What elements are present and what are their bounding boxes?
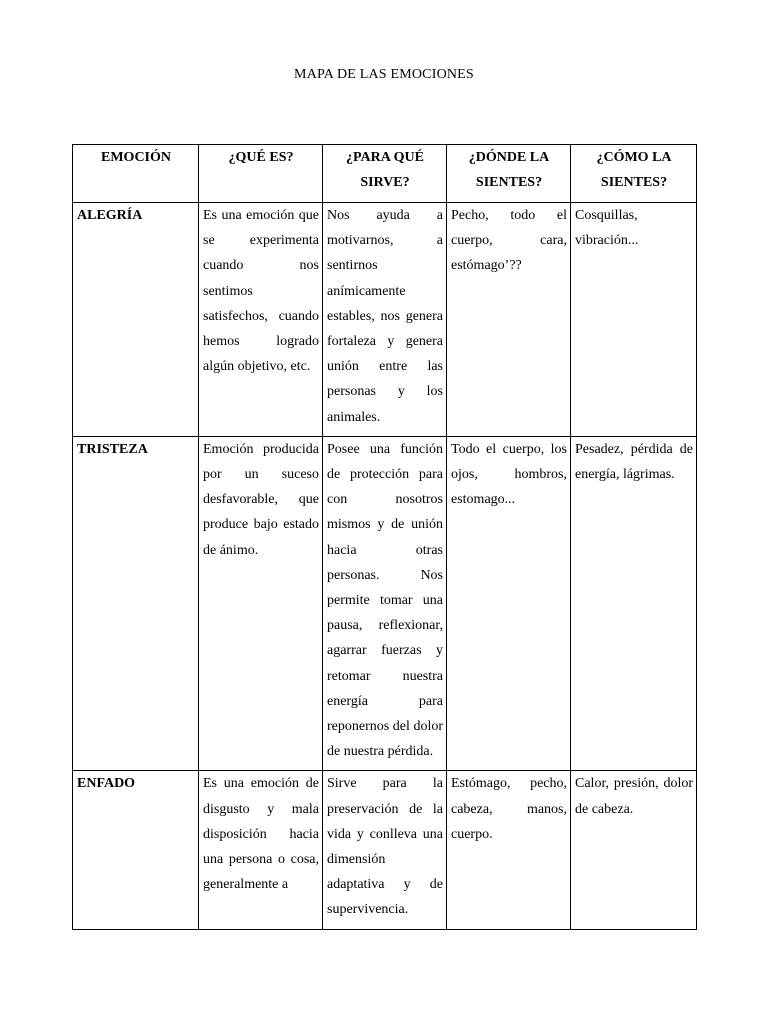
how-cell: Cosquillas, vibración... (571, 203, 697, 437)
purpose-cell: Sirve para la preservación de la vida y conlleva una dimensión adaptativa y de supervivencia. (323, 771, 447, 929)
header-purpose: ¿PARA QUÉ SIRVE? (323, 145, 447, 203)
header-row (73, 145, 697, 203)
where-cell: Estómago, pecho, cabeza, manos, cuerpo. (447, 771, 571, 929)
header-emotion: EMOCIÓN (73, 145, 199, 203)
what-is-cell: Es una emoción de disgusto y mala disposición hacia una persona o cosa, generalmente a (199, 771, 323, 929)
emotion-cell: ENFADO (73, 771, 199, 929)
purpose-cell: Posee una función de protección para con nosotros mismos y de unión hacia otras personas. Nos permite tomar una pausa, reflexionar, agarrar fuerzas y retomar nuestra energía para reponernos del dolor de nuestra pérdida. (323, 436, 447, 771)
table-row (73, 203, 697, 437)
table-row (73, 771, 697, 929)
purpose-cell: Nos ayuda a motivarnos, a sentirnos anímicamente estables, nos genera fortaleza y genera unión entre las personas y los animales. (323, 203, 447, 437)
header-where: ¿DÓNDE LA SIENTES? (447, 145, 571, 203)
what-is-cell: Emoción producida por un suceso desfavorable, que produce bajo estado de ánimo. (199, 436, 323, 771)
emotion-cell: TRISTEZA (73, 436, 199, 771)
table-header (73, 145, 697, 203)
emotions-table (72, 144, 697, 930)
how-cell: Pesadez, pérdida de energía, lágrimas. (571, 436, 697, 771)
table-row (73, 436, 697, 771)
page-title: MAPA DE LAS EMOCIONES (294, 67, 474, 82)
how-cell: Calor, presión, dolor de cabeza. (571, 771, 697, 929)
what-is-cell: Es una emoción que se experimenta cuando nos sentimos satisfechos, cuando hemos logrado algún objetivo, etc. (199, 203, 323, 437)
where-cell: Pecho, todo el cuerpo, cara, estómago’?? (447, 203, 571, 437)
where-cell: Todo el cuerpo, los ojos, hombros, estomago... (447, 436, 571, 771)
table-body (73, 203, 697, 930)
emotion-cell: ALEGRÍA (73, 203, 199, 437)
header-what-is: ¿QUÉ ES? (199, 145, 323, 203)
header-how: ¿CÓMO LA SIENTES? (571, 145, 697, 203)
